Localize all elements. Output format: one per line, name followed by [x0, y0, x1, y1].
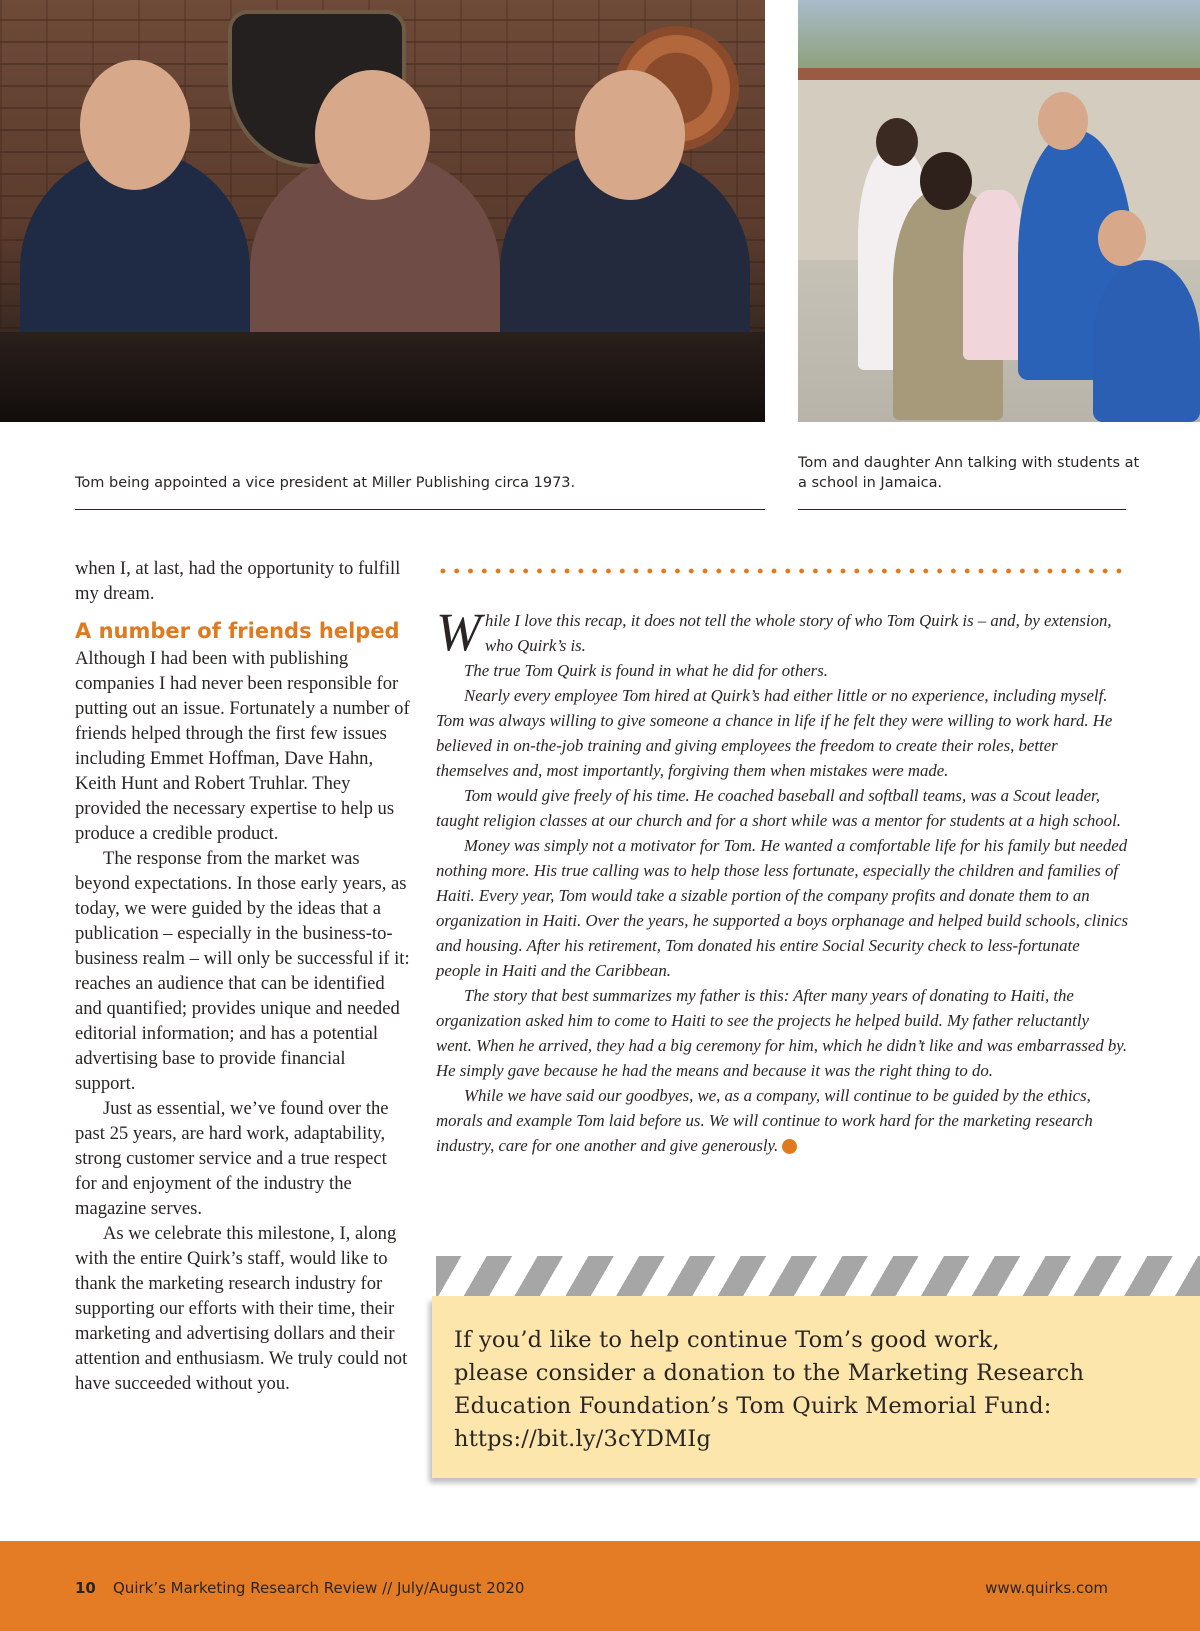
donation-callout	[432, 1296, 1200, 1478]
tribute-paragraph: Money was simply not a motivator for Tom. He wanted a comfortable life for his family but needed nothing more. His true calling was to help those less fortunate, especially the children and families of Haiti. Every year, Tom would take a sizable portion of the company profits and donate them to an organization in Haiti. Over the years, he supported a boys orphanage and helped build schools, clinics and housing. After his retirement, Tom donated his entire Social Security check to less-fortunate people in Haiti and the Caribbean.	[436, 836, 1128, 980]
tribute-paragraph: The story that best summarizes my father is this: After many years of donating to Haiti, the organization asked him to come to Haiti to see the projects he helped build. My father reluctantly went. When he arrived, they had a big ceremony for him, which he didn’t like and was embarrassed by. He simply gave because he had the means and because it was the right thing to do.	[436, 986, 1128, 1080]
page-footer	[0, 1541, 1200, 1631]
quirks-end-mark-icon: Q	[782, 1139, 797, 1154]
tribute-paragraph: Tom would give freely of his time. He coached baseball and softball teams, was a Scout leader, taught religion classes at our church and for a short while was a mentor for students at a high school.	[436, 786, 1121, 830]
intro-paragraph: when I, at last, had the opportunity to fulfill my dream.	[75, 558, 401, 604]
tribute-last-paragraph: While we have said our goodbyes, we, as a company, will continue to be guided by the ethics, morals and example Tom laid before us. We will continue to work hard for the marketing research industry, care for one another and give generously. Q	[436, 1086, 1093, 1155]
body-paragraph: As we celebrate this milestone, I, along with the entire Quirk’s staff, would like to thank the marketing research industry for supporting our efforts with their time, their marketing and advertising dollars and their attention and enthusiasm. We truly could not have succeeded without you.	[75, 1223, 408, 1394]
drop-cap: W	[436, 602, 481, 662]
caption-left: Tom being appointed a vice president at Miller Publishing circa 1973.	[75, 475, 576, 491]
donation-line: If you’d like to help continue Tom’s good work,	[454, 1327, 1000, 1353]
caption-rule-right	[798, 509, 1126, 510]
donation-line: please consider a donation to the Marketing Research	[454, 1360, 1085, 1386]
section-heading: A number of friends helped	[75, 619, 400, 643]
donation-line: Education Foundation’s Tom Quirk Memorial Fund:	[454, 1393, 1052, 1419]
founder-text-column	[75, 556, 410, 1396]
body-paragraph: Although I had been with publishing companies I had never been responsible for putting out an issue. Fortunately a number of friends helped through the first few issues including Emmet Hoffman, Dave Hahn, Keith Hunt and Robert Truhlar. They provided the necessary expertise to help us produce a credible product.	[75, 648, 410, 844]
photo-jamaica-school	[798, 0, 1200, 422]
caption-right-line2: a school in Jamaica.	[798, 475, 943, 491]
body-paragraph: The response from the market was beyond expectations. In those early years, as today, we were guided by the ideas that a publication – especially in the business-to-business realm – will only be successful if it: reaches an audience that can be identified and quantified; provides unique and needed editorial information; and has a potential advertising base to provide financial support.	[75, 848, 410, 1094]
publication-line: Quirk’s Marketing Research Review // July/August 2020	[113, 1579, 525, 1597]
tribute-paragraph: The true Tom Quirk is found in what he did for others.	[464, 661, 828, 680]
tribute-text-column	[436, 602, 1128, 1158]
tribute-paragraph: Nearly every employee Tom hired at Quirk’s had either little or no experience, including myself. Tom was always willing to give someone a chance in life if he felt they were willing to work hard. He believed in on-the-job training and giving employees the freedom to create their roles, better themselves and, most importantly, forgiving them when mistakes were made.	[436, 686, 1113, 780]
website-link[interactable]: www.quirks.com	[985, 1579, 1108, 1597]
dotted-divider	[436, 568, 1128, 574]
photo-miller-publishing	[0, 0, 765, 422]
caption-rule-left	[75, 509, 765, 510]
body-paragraph: Just as essential, we’ve found over the past 25 years, are hard work, adaptability, strong customer service and a true respect for and enjoyment of the industry the magazine serves.	[75, 1098, 389, 1219]
donation-link[interactable]: https://bit.ly/3cYDMIg	[454, 1426, 712, 1452]
page-number: 10	[75, 1579, 96, 1597]
caption-right-line1: Tom and daughter Ann talking with students at	[798, 455, 1140, 471]
tribute-first-paragraph: While I love this recap, it does not tell the whole story of who Tom Quirk is – and, by extension, who Quirk’s is.	[436, 602, 1112, 662]
